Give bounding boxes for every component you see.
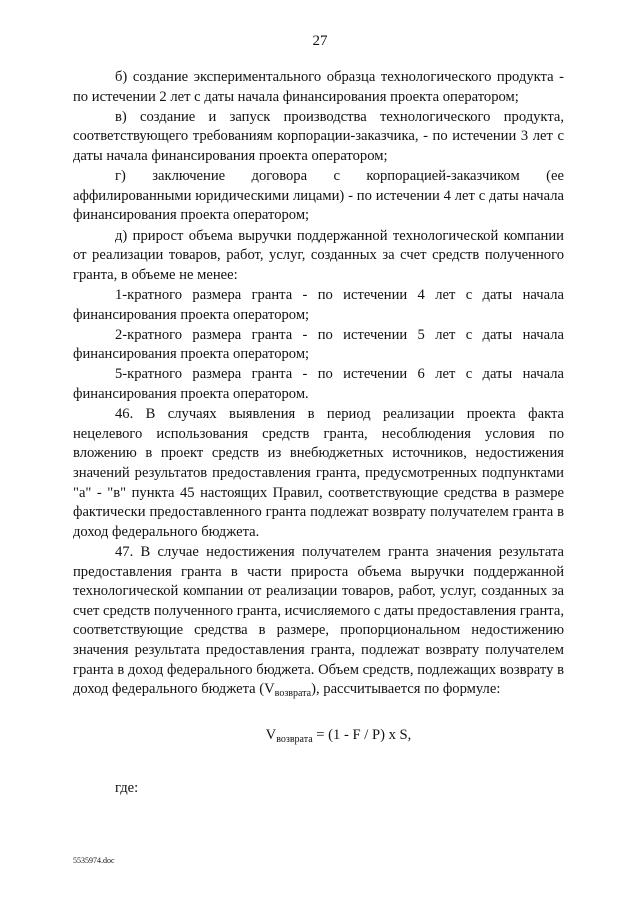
where-label: где: bbox=[115, 780, 139, 797]
paragraph-1x: 1-кратного размера гранта - по истечении 4 лет с даты начала финансирования проекта оператором; bbox=[73, 286, 564, 323]
formula-lhs-sub: возврата bbox=[276, 733, 313, 745]
body-text bbox=[73, 68, 564, 799]
footer-filename: 5535974.doc bbox=[73, 856, 115, 865]
paragraph-47-tail: ), рассчитывается по формуле: bbox=[311, 681, 501, 698]
paragraph-46: 46. В случаях выявления в период реализации проекта факта нецелевого использования средств гранта, несоблюдения условия по вложению в проект средств из внебюджетных источников, недостижения значений результатов предоставления гранта, предусмотренных подпунктами "а" - "в" пункта 45 настоящих Правил, соответствующие средства в размере фактически предоставленного гранта подлежат возврату получателем гранта в доход федерального бюджета. bbox=[73, 406, 564, 540]
paragraph-g: г) заключение договора с корпорацией-заказчиком (ее аффилированными юридическими лицами) - по истечении 4 лет с даты начала финансирования проекта оператором; bbox=[73, 168, 564, 224]
paragraph-5x: 5-кратного размера гранта - по истечении 6 лет с даты начала финансирования проекта оператором. bbox=[73, 366, 564, 403]
paragraph-v: в) создание и запуск производства технологического продукта, соответствующего требованиям корпорации-заказчика, - по истечении 3 лет с даты начала финансирования проекта оператором; bbox=[73, 108, 564, 164]
paragraph-b: б) создание экспериментального образца технологического продукта - по истечении 2 лет с даты начала финансирования проекта оператором; bbox=[73, 69, 564, 105]
formula bbox=[73, 726, 564, 750]
paragraph-47-text: 47. В случае недостижения получателем гранта значения результата предоставления гранта в части прироста объема выручки поддержанной технологической компании от реализации товаров, работ, услуг, созданных за счет средств полученного гранта, исчисляемого с даты предоставления гранта, соответствующие средства в размере, пропорциональном недостижению значения результата предоставления гранта, подлежат возврату получателем гранта в доход федерального бюджета. Объем средств, подлежащих возврату в доход федерального бюджета (V bbox=[73, 544, 564, 698]
paragraph-47-sub: возврата bbox=[274, 688, 312, 700]
paragraph-d: д) прирост объема выручки поддержанной технологической компании от реализации товаров, работ, услуг, созданных за счет средств полученного гранта, в объеме не менее: bbox=[73, 227, 564, 283]
formula-lhs: V bbox=[265, 726, 277, 743]
formula-rhs: = (1 - F / P) x S, bbox=[312, 726, 412, 743]
paragraph-2x: 2-кратного размера гранта - по истечении 5 лет с даты начала финансирования проекта оператором; bbox=[73, 326, 564, 363]
page-number: 27 bbox=[312, 33, 328, 49]
paragraph-47 bbox=[73, 543, 564, 704]
